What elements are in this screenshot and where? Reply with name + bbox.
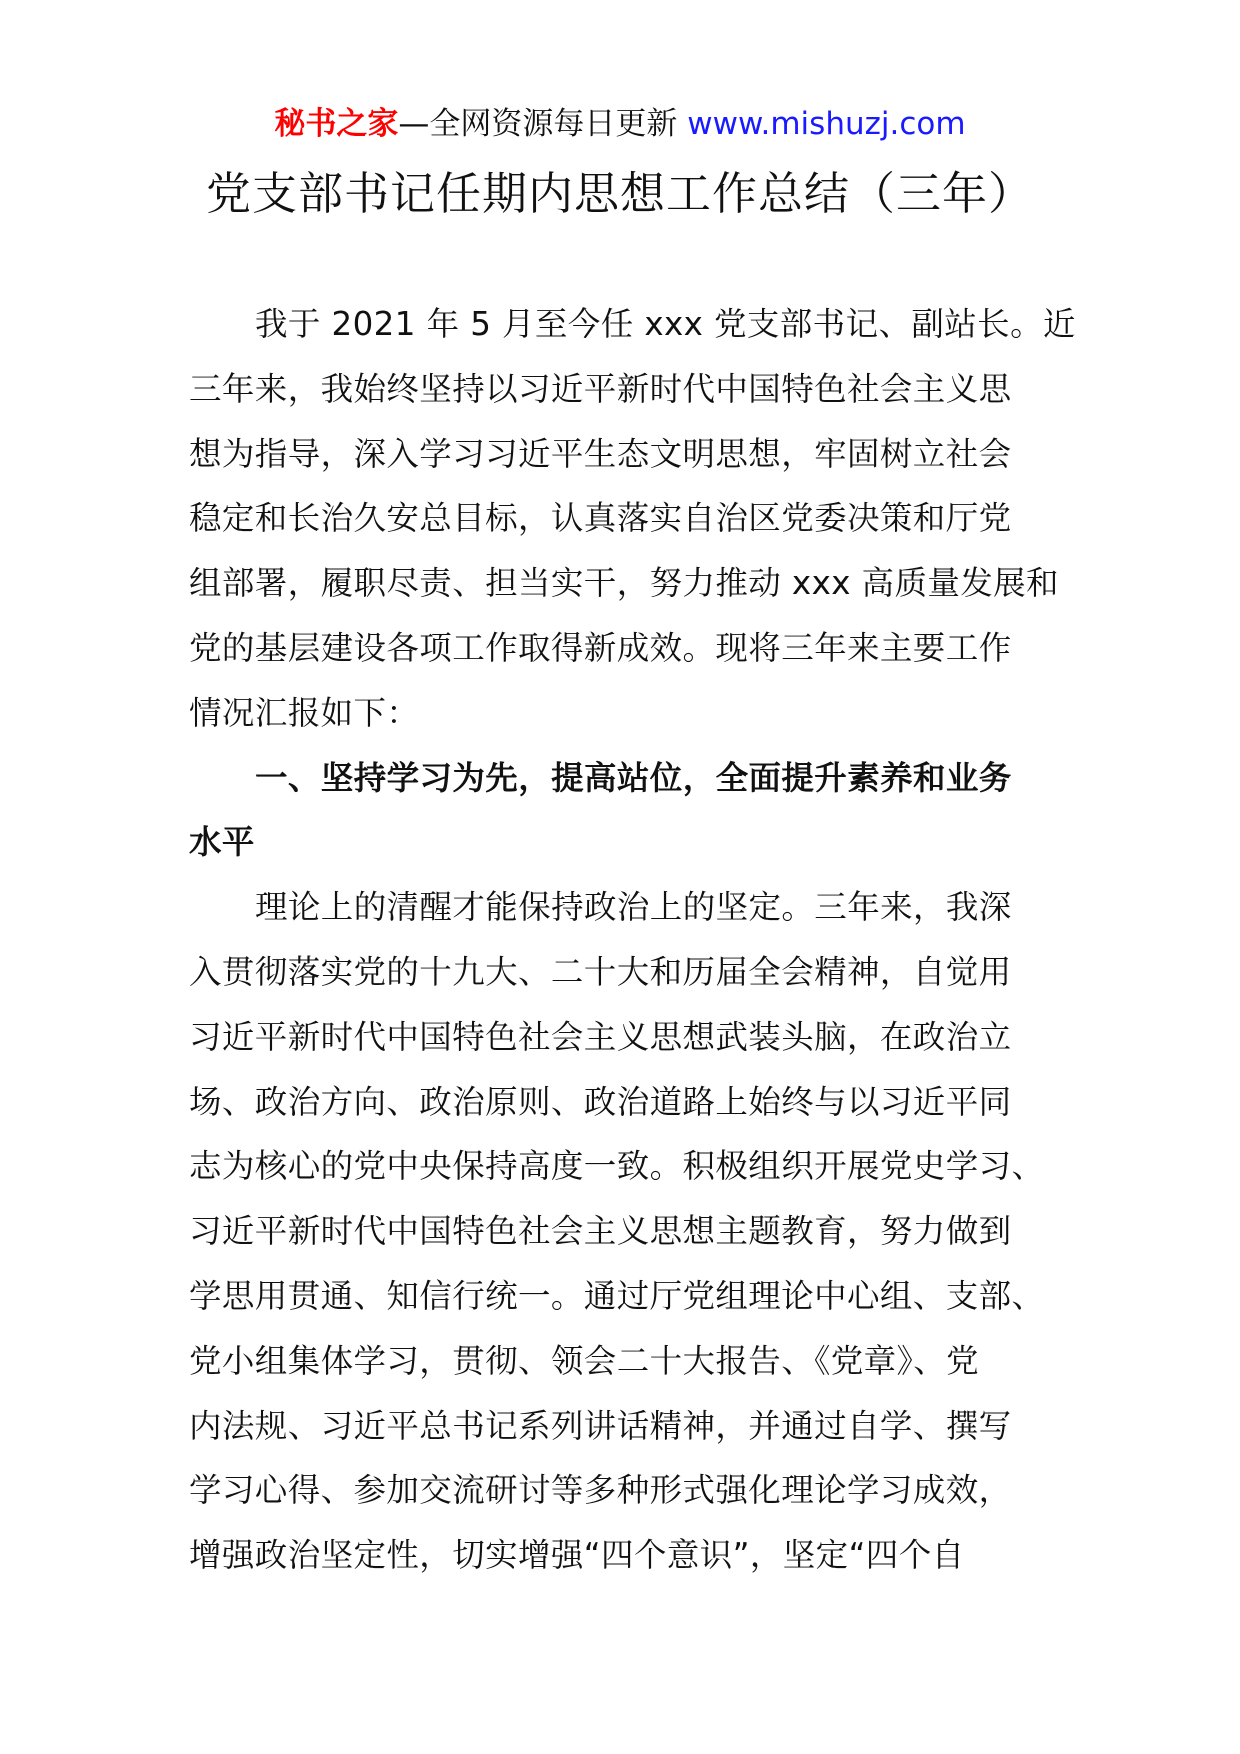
document-title: 党支部书记任期内思想工作总结（三年） <box>205 167 1034 220</box>
paragraph-line: 三年来，我始终坚持以习近平新时代中国特色社会主义思 <box>189 369 1012 408</box>
section-heading-line: 水平 <box>189 823 255 862</box>
paragraph-line: 情况汇报如下： <box>189 693 420 732</box>
paragraph-line: 场、政治方向、政治原则、政治道路上始终与以习近平同 <box>189 1082 1012 1121</box>
paragraph-line: 内法规、习近平总书记系列讲话精神，并通过自学、撰写 <box>189 1406 1012 1445</box>
paragraph-line: 入贯彻落实党的十九大、二十大和历届全会精神，自觉用 <box>189 952 1012 991</box>
site-header <box>0 102 1240 146</box>
paragraph-line: 组部署，履职尽责、担当实干，努力推动 xxx 高质量发展和 <box>189 564 1059 603</box>
paragraph-line: 党小组集体学习，贯彻、领会二十大报告、《党章》、党 <box>189 1341 980 1380</box>
paragraph-line: 党的基层建设各项工作取得新成效。现将三年来主要工作 <box>189 628 1012 667</box>
paragraph-line: 理论上的清醒才能保持政治上的坚定。三年来，我深 <box>255 888 1012 927</box>
paragraph-line: 我于 2021 年 5 月至今任 xxx 党支部书记、副站长。近 <box>255 305 1076 343</box>
paragraph-line: 稳定和长治久安总目标，认真落实自治区党委决策和厅党 <box>189 499 1012 538</box>
section-heading-line: 一、坚持学习为先，提高站位，全面提升素养和业务 <box>255 758 1012 797</box>
paragraph-line: 习近平新时代中国特色社会主义思想主题教育，努力做到 <box>189 1212 1012 1251</box>
document-body <box>189 292 1076 1588</box>
paragraph-line: 想为指导，深入学习习近平生态文明思想，牢固树立社会 <box>189 434 1012 473</box>
brand-name: 秘书之家 <box>274 106 399 142</box>
paragraph-line: 学思用贯通、知信行统一。通过厅党组理论中心组、支部、 <box>189 1276 1045 1315</box>
paragraph-line: 增强政治坚定性，切实增强“四个意识”，坚定“四个自 <box>189 1536 965 1575</box>
site-url-link[interactable]: www.mishuzj.com <box>687 106 966 142</box>
paragraph-line: 学习心得、参加交流研讨等多种形式强化理论学习成效， <box>189 1471 1012 1510</box>
paragraph-line: 志为核心的党中央保持高度一致。积极组织开展党史学习、 <box>189 1147 1045 1186</box>
paragraph-line: 习近平新时代中国特色社会主义思想武装头脑，在政治立 <box>189 1017 1012 1056</box>
header-tagline: —全网资源每日更新 <box>398 106 678 142</box>
